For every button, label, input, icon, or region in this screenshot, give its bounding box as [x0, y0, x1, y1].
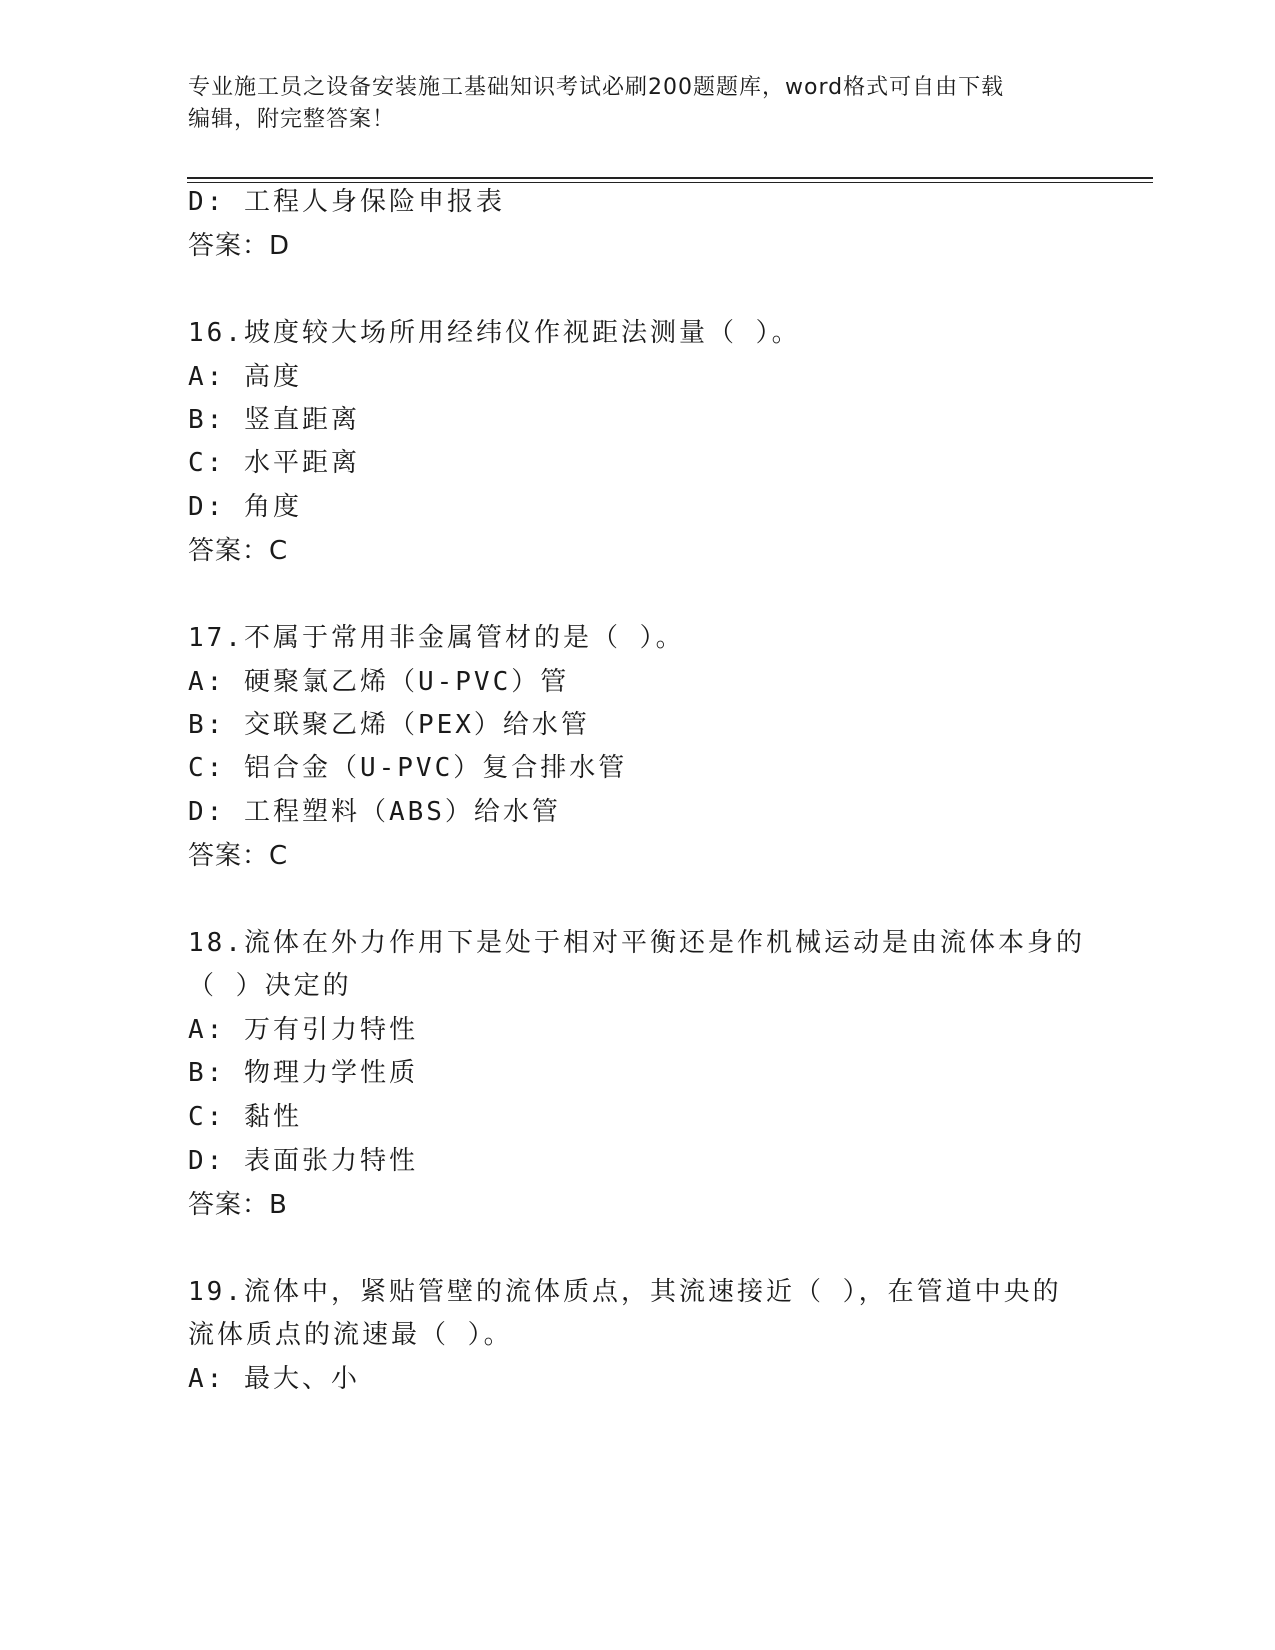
question-17-option-c: C: 铝合金（U-PVC）复合排水管	[188, 753, 628, 783]
question-16-option-b: B: 竖直距离	[188, 405, 360, 435]
question-18-option-c: C: 黏性	[188, 1102, 302, 1132]
document-header	[188, 72, 1088, 136]
question-19-option-a: A: 最大、小	[188, 1364, 360, 1394]
question-17-stem: 17.不属于常用非金属管材的是（ ）。	[188, 623, 685, 653]
question-16-stem: 16.坡度较大场所用经纬仪作视距法测量（ ）。	[188, 318, 801, 348]
question-18-option-a: A: 万有引力特性	[188, 1015, 418, 1045]
header-title-line-2: 编辑，附完整答案！	[188, 107, 396, 132]
question-18-option-b: B: 物理力学性质	[188, 1058, 418, 1088]
question-17-option-d: D: 工程塑料（ABS）给水管	[188, 797, 561, 827]
question-19-stem-line-2: 流体质点的流速最（ ）。	[188, 1320, 513, 1350]
question-17-option-b: B: 交联聚乙烯（PEX）给水管	[188, 710, 590, 740]
header-title-line-1: 专业施工员之设备安装施工基础知识考试必刷200题题库，word格式可自由下载	[188, 75, 1005, 100]
question-17-option-a: A: 硬聚氯乙烯（U-PVC）管	[188, 667, 570, 697]
prev-option-d: D: 工程人身保险申报表	[188, 187, 505, 217]
header-divider-thick	[187, 177, 1153, 179]
question-19-stem-line-1: 19.流体中，紧贴管壁的流体质点，其流速接近（ ），在管道中央的	[188, 1277, 1062, 1307]
question-16-option-d: D: 角度	[188, 492, 302, 522]
question-18-stem-line-2: （ ）决定的	[188, 971, 352, 1001]
question-16-option-c: C: 水平距离	[188, 448, 360, 478]
question-16-option-a: A: 高度	[188, 362, 302, 392]
header-divider-thin	[187, 182, 1153, 183]
question-18-stem-line-1: 18.流体在外力作用下是处于相对平衡还是作机械运动是由流体本身的	[188, 928, 1085, 958]
prev-answer: 答案：D	[188, 231, 291, 261]
question-18-option-d: D: 表面张力特性	[188, 1146, 418, 1176]
question-18-answer: 答案：B	[188, 1190, 288, 1220]
question-17-answer: 答案：C	[188, 841, 289, 871]
question-16-answer: 答案：C	[188, 536, 289, 566]
